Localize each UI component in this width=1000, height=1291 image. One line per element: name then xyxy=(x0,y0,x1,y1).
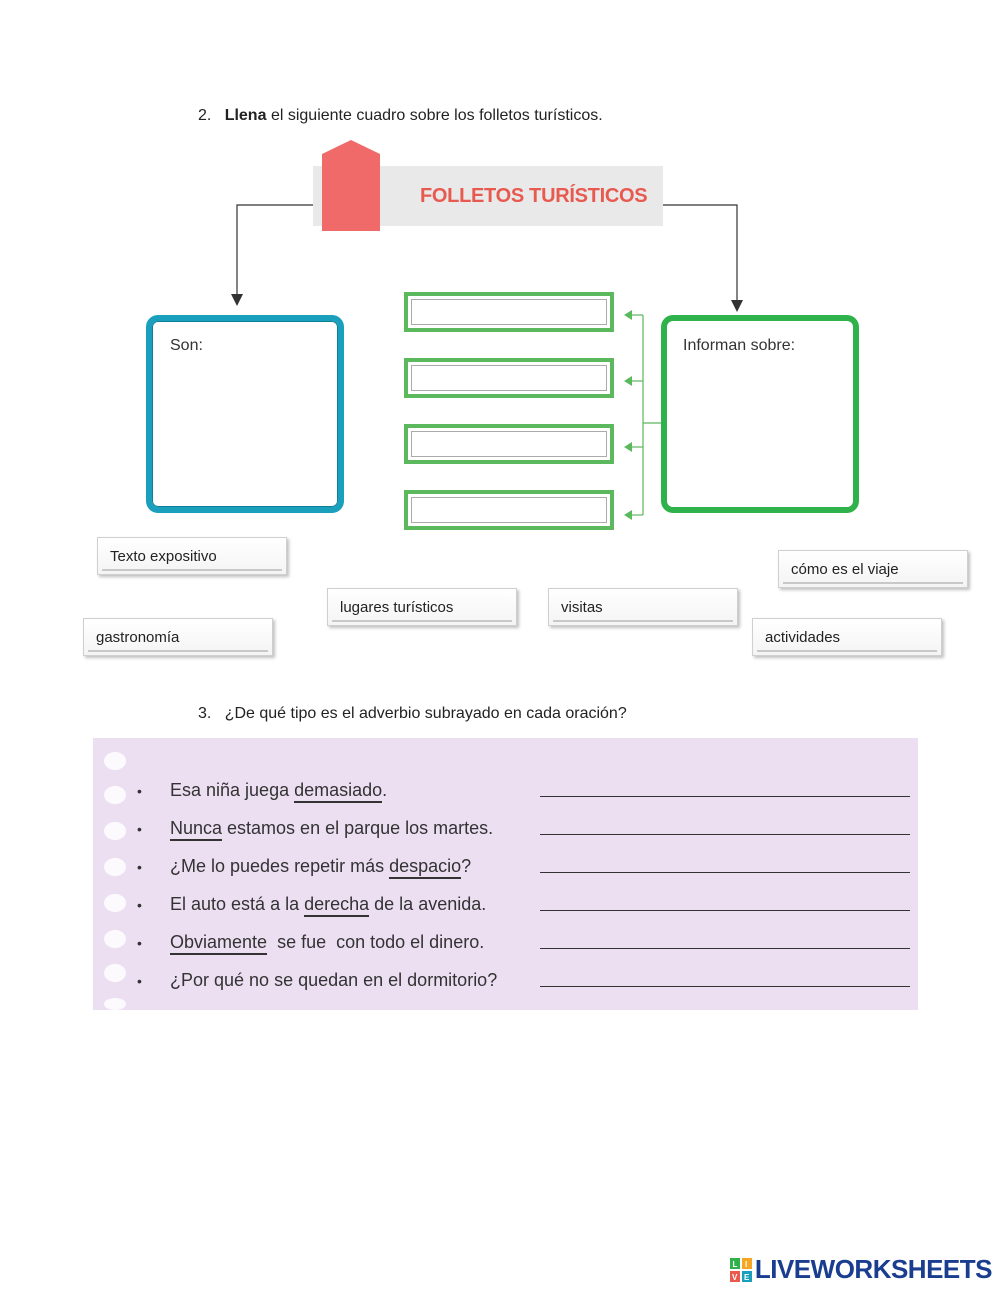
underlined-adverb: Nunca xyxy=(170,818,222,841)
sentence-3 xyxy=(170,856,471,877)
chip-actividades[interactable]: actividades xyxy=(752,618,942,656)
binder-hole xyxy=(104,822,126,840)
question-text: el siguiente cuadro sobre los folletos turísticos. xyxy=(270,107,603,124)
answer-slot-3[interactable] xyxy=(404,424,614,464)
sentence-text: se fue con todo el dinero. xyxy=(267,932,485,952)
sentence-text: estamos en el parque los martes. xyxy=(222,818,494,838)
answer-line-4[interactable] xyxy=(540,910,910,911)
logo-letter-v: V xyxy=(731,1272,737,1282)
liveworksheets-logo-icon xyxy=(730,1258,752,1282)
underlined-adverb: derecha xyxy=(304,894,369,917)
binder-hole xyxy=(104,964,126,982)
answer-line-1[interactable] xyxy=(540,796,910,797)
logo-letter-l: L xyxy=(732,1259,737,1269)
bullet: • xyxy=(137,897,142,913)
logo-text: LIVEWORKSHEETS xyxy=(754,1254,992,1284)
binder-hole xyxy=(104,858,126,876)
sentence-4 xyxy=(170,894,486,915)
bullet: • xyxy=(137,935,142,951)
question-3-title xyxy=(198,705,627,723)
binder-hole xyxy=(104,894,126,912)
sentence-6 xyxy=(170,970,497,991)
underlined-adverb: Obviamente xyxy=(170,932,267,955)
underlined-adverb: despacio xyxy=(389,856,461,879)
sentence-text: El auto está a la xyxy=(170,894,305,914)
question-bold-word: Llena xyxy=(224,107,267,124)
binder-hole xyxy=(104,752,126,770)
bullet: • xyxy=(137,859,142,875)
answer-line-3[interactable] xyxy=(540,872,910,873)
question-number: 2. xyxy=(198,107,212,124)
answer-line-2[interactable] xyxy=(540,834,910,835)
sentence-text: ? xyxy=(461,856,472,876)
informan-label: Informan sobre: xyxy=(683,337,796,354)
son-drop-box[interactable] xyxy=(146,315,344,513)
sentence-text: . xyxy=(382,780,388,800)
chip-lugares-turisticos[interactable]: lugares turísticos xyxy=(327,588,517,626)
banner-title: FOLLETOS TURÍSTICOS xyxy=(420,185,648,207)
binder-hole xyxy=(104,930,126,948)
answer-line-5[interactable] xyxy=(540,948,910,949)
sentence-text: ¿Por qué no se quedan en el dormitorio? xyxy=(170,970,498,990)
answer-slot-2[interactable] xyxy=(404,358,614,398)
logo-letter-i: I xyxy=(744,1259,747,1269)
sentence-text: Esa niña juega xyxy=(170,780,295,800)
chip-gastronomia[interactable]: gastronomía xyxy=(83,618,273,656)
chip-visitas[interactable]: visitas xyxy=(548,588,738,626)
logo-letter-e: E xyxy=(743,1272,749,1282)
chip-como-es-el-viaje[interactable]: cómo es el viaje xyxy=(778,550,968,588)
answer-line-6[interactable] xyxy=(540,986,910,987)
son-label: Son: xyxy=(170,337,203,354)
liveworksheets-logo xyxy=(730,1254,992,1285)
binder-hole xyxy=(104,786,126,804)
informan-drop-box[interactable] xyxy=(661,315,859,513)
underlined-adverb: demasiado xyxy=(294,780,382,803)
sentence-text: ¿Me lo puedes repetir más xyxy=(170,856,390,876)
bullet: • xyxy=(137,783,142,799)
question-text: ¿De qué tipo es el adverbio subrayado en cada oración? xyxy=(224,705,627,722)
answer-slot-4[interactable] xyxy=(404,490,614,530)
sentence-2 xyxy=(170,818,493,839)
chip-texto-expositivo[interactable]: Texto expositivo xyxy=(97,537,287,575)
sentence-text: de la avenida. xyxy=(369,894,487,914)
sentence-1 xyxy=(170,780,387,801)
sentence-5 xyxy=(170,932,484,953)
bullet: • xyxy=(137,973,142,989)
answer-slot-1[interactable] xyxy=(404,292,614,332)
question-number: 3. xyxy=(198,705,212,722)
binder-hole xyxy=(104,998,126,1010)
bullet: • xyxy=(137,821,142,837)
